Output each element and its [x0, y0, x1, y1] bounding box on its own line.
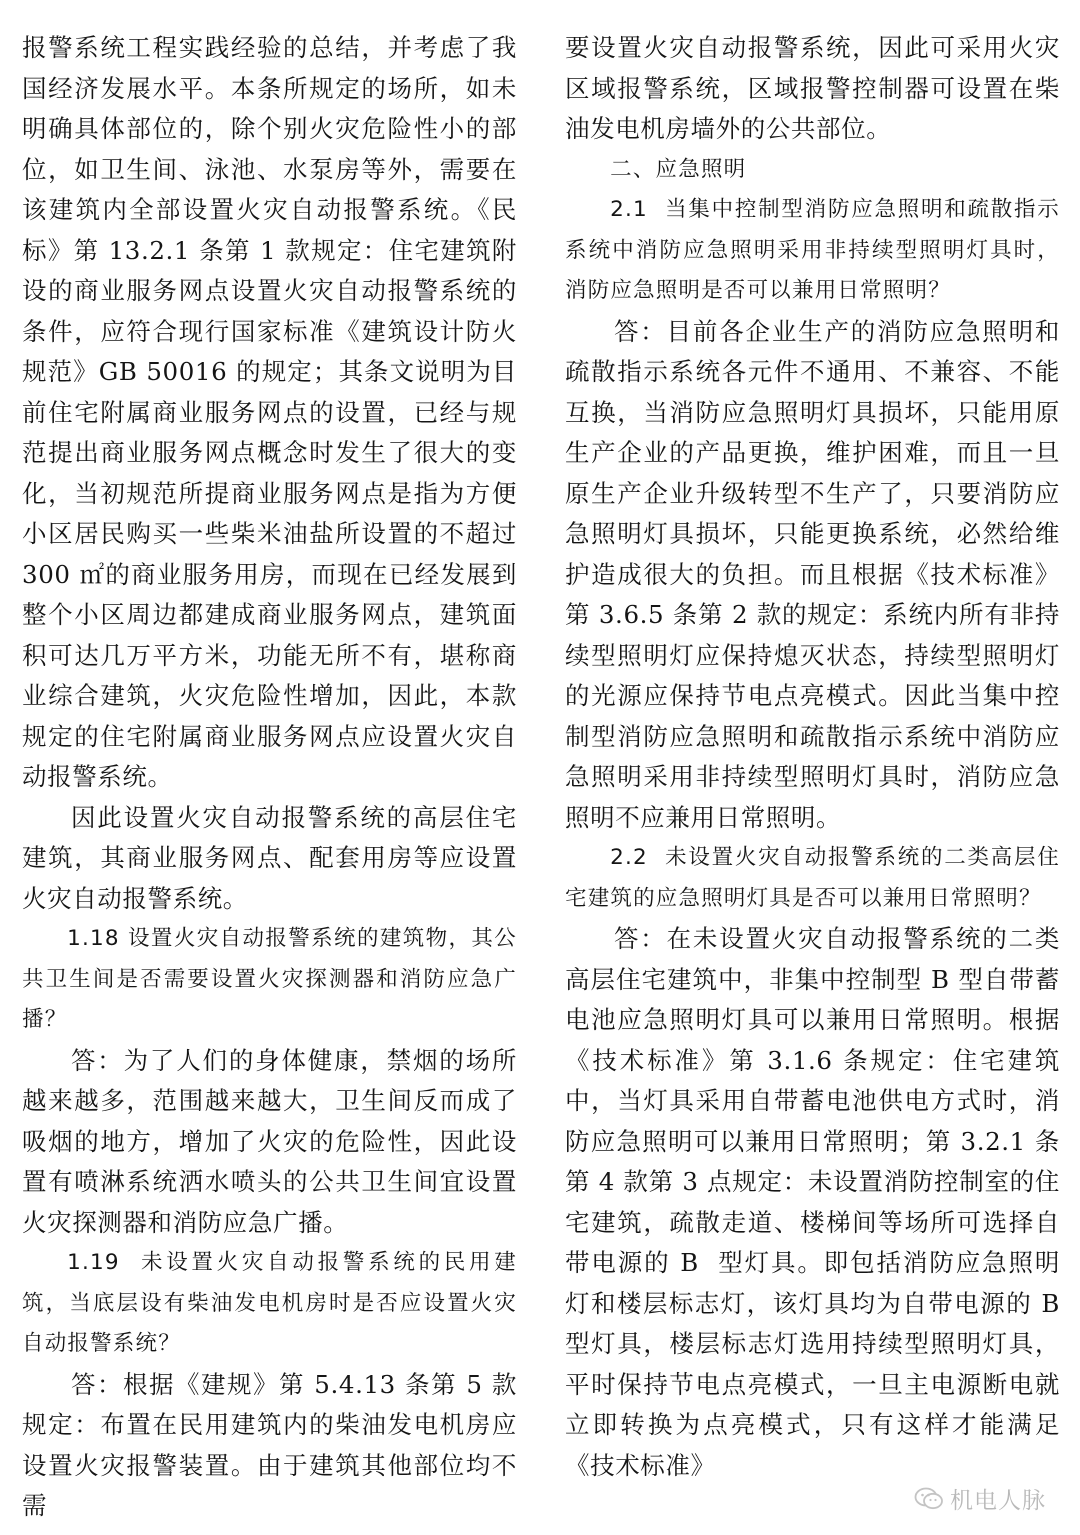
question-2-1: 2.1 当集中控制型消防应急照明和疏散指示系统中消防应急照明采用非持续型照明灯具时，消防应急照明是否可以兼用日常照明？ [565, 197, 1060, 303]
section-heading-emergency-lighting: 二、应急照明 [610, 156, 747, 182]
paragraph-continued: 要设置火灾自动报警系统，因此可采用火灾区域报警系统，区域报警控制器可设置在柴油发电机房墙外的公共部位。 [565, 33, 1060, 143]
paragraph-conclusion: 因此设置火灾自动报警系统的高层住宅建筑，其商业服务网点、配套用房等应设置火灾自动报警系统。 [22, 802, 517, 913]
answer-2-1: 答：目前各企业生产的消防应急照明和疏散指示系统各元件不通用、不兼容、不能互换，当消防应急照明灯具损坏，只能用原生产企业的产品更换，维护困难，而且一旦原生产企业升级转型不生产了，只要消防应急照明灯具损坏，只能更换系统，必然给维护造成很大的负担。而且根据《技术标准》第 3.6.5 条第 2 款的规定：系统内所有非持续型照明灯应保持熄灭状态，持续型照明灯的光源应保持节电点亮模式。因此当集中控制型消防应急照明和疏散指示系统中消防应急照明采用非持续型照明灯具时，消防应急照明不应兼用日常照明。 [565, 316, 1060, 832]
answer-2-2: 答：在未设置火灾自动报警系统的二类高层住宅建筑中，非集中控制型 B 型自带蓄电池应急照明灯具可以兼用日常照明。根据《技术标准》第 3.1.6 条规定：住宅建筑中，当灯具采用自带蓄电池供电方式时，消防应急照明可以兼用日常照明；第 3.2.1 条第 4 款第 3 点规定：未设置消防控制室的住宅建筑，疏散走道、楼梯间等场所可选择自带电源的 B 型灯具。即包括消防应急照明灯和楼层标志灯，该灯具均为自带电源的 B 型灯具，楼层标志灯选用持续型照明灯具，平时保持节电点亮模式，一旦主电源断电就立即转换为点亮模式，只有这样才能满足《技术标准》 [565, 924, 1069, 1480]
question-1-19: 1.19 未设置火灾自动报警系统的民用建筑，当底层设有柴油发电机房时是否应设置火灾自动报警系统？ [22, 1250, 517, 1356]
watermark-text: 机电人脉 [950, 1488, 1046, 1514]
answer-1-18: 答：为了人们的身体健康，禁烟的场所越来越多，范围越来越大，卫生间反而成了吸烟的地方，增加了火灾的危险性，因此设置有喷淋系统洒水喷头的公共卫生间宜设置火灾探测器和消防应急广播。 [22, 1045, 517, 1237]
wechat-icon [914, 1486, 944, 1512]
question-1-18: 1.18 设置火灾自动报警系统的建筑物，其公共卫生间是否需要设置火灾探测器和消防应急广播？ [22, 926, 517, 1032]
paragraph-intro: 报警系统工程实践经验的总结，并考虑了我国经济发展水平。本条所规定的场所，如未明确具体部位的，除个别火灾危险性小的部位，如卫生间、泳池、水泵房等外，需要在该建筑内全部设置火灾自动报警系统。《民标》第 13.2.1 条第 1 款规定：住宅建筑附设的商业服务网点设置火灾自动报警系统的条件，应符合现行国家标准《建筑设计防火规范》GB 50016 的规定；其条文说明为目前住宅附属商业服务网点的设置，已经与规范提出商业服务网点概念时发生了很大的变化，当初规范所提商业服务网点是指为方便小区居民购买一些柴米油盐所设置的不超过 300 ㎡的商业服务用房，而现在已经发展到整个小区周边都建成商业服务网点，建筑面积可达几万平方米，功能无所不有，堪称商业综合建筑，火灾危险性增加，因此，本款规定的住宅附属商业服务网点应设置火灾自动报警系统。 [22, 33, 526, 791]
left-column [22, 28, 526, 1527]
watermark [914, 1482, 1046, 1515]
right-column [565, 28, 1069, 1486]
question-2-2: 2.2 未设置火灾自动报警系统的二类高层住宅建筑的应急照明灯具是否可以兼用日常照明？ [565, 845, 1060, 911]
answer-1-19: 答：根据《建规》第 5.4.13 条第 5 款规定：布置在民用建筑内的柴油发电机房应设置火灾报警装置。由于建筑其他部位均不需 [22, 1369, 517, 1520]
